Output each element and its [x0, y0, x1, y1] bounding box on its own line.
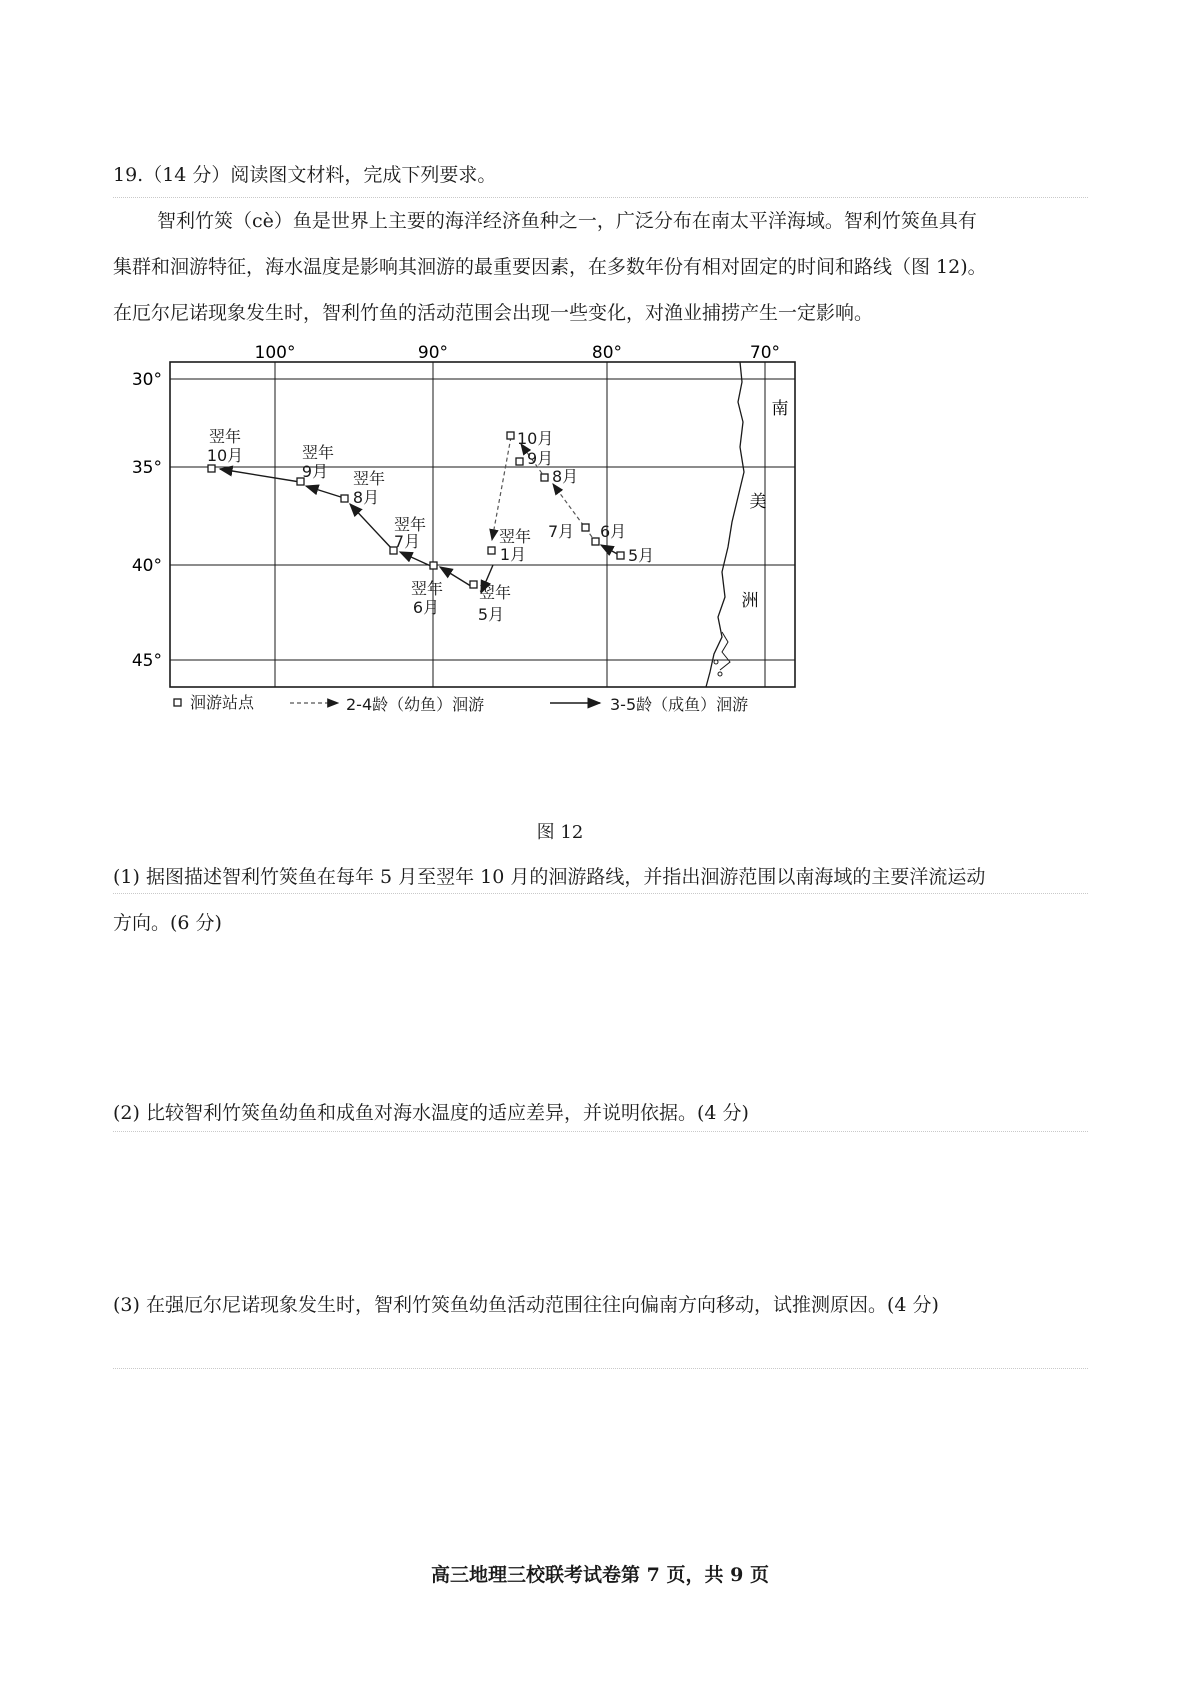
label-oct: 10月 — [517, 429, 554, 448]
adult-route-arrow — [220, 469, 300, 482]
station-marker — [582, 524, 589, 531]
legend-station-icon — [174, 699, 181, 706]
label-next-jan: 翌年 — [498, 527, 532, 546]
paragraph-line: 在厄尔尼诺现象发生时，智利竹鱼的活动范围会出现一些变化，对渔业捕捞产生一定影响。 — [113, 302, 874, 324]
label-next-jul: 7月 — [393, 532, 421, 551]
divider — [113, 1368, 1088, 1369]
station-marker — [341, 495, 348, 502]
station-marker — [208, 465, 215, 472]
label-next-oct: 10月 — [206, 446, 244, 465]
station-marker — [617, 552, 624, 559]
sub-question-3: (3) 在强厄尔尼诺现象发生时，智利竹筴鱼幼鱼活动范围往往向偏南方向移动，试推测原因。(4 分) — [113, 1294, 939, 1316]
figure-caption: 图 12 — [536, 822, 584, 843]
label-may: 5月 — [628, 546, 655, 565]
sub-question-1: (1) 据图描述智利竹筴鱼在每年 5 月至翌年 10 月的洄游路线，并指出洄游范围以南海域的主要洋流运动 — [113, 866, 986, 888]
station-marker — [470, 581, 477, 588]
continent-label: 美 — [749, 492, 767, 512]
legend-juvenile: 2-4龄（幼鱼）洄游 — [346, 695, 485, 714]
lon-label: 80° — [591, 343, 623, 363]
legend-adult: 3-5龄（成鱼）洄游 — [610, 695, 749, 714]
label-next-oct: 翌年 — [208, 427, 242, 446]
station-marker — [541, 474, 548, 481]
page-footer: 高三地理三校联考试卷第 7 页，共 9 页 — [431, 1564, 769, 1586]
migration-map — [110, 340, 870, 792]
label-next-jun: 翌年 — [410, 579, 444, 598]
sub-question-2: (2) 比较智利竹筴鱼幼鱼和成鱼对海水温度的适应差异，并说明依据。(4 分) — [113, 1102, 749, 1124]
label-next-aug: 8月 — [352, 488, 380, 507]
station-marker — [507, 432, 514, 439]
question-paragraph — [113, 198, 1088, 336]
station-marker — [592, 538, 599, 545]
label-next-aug: 翌年 — [352, 469, 386, 488]
lon-label: 90° — [417, 343, 449, 363]
sub-question-1-cont: 方向。(6 分) — [113, 912, 222, 934]
map-frame — [170, 362, 795, 687]
label-next-jun: 6月 — [412, 598, 440, 617]
legend-station: 洄游站点 — [190, 693, 255, 712]
question-header: 19.（14 分）阅读图文材料，完成下列要求。 — [113, 164, 497, 186]
label-next-may: 5月 — [477, 605, 505, 624]
lat-label: 35° — [131, 458, 162, 478]
adult-route-arrow — [440, 567, 474, 588]
island — [718, 672, 722, 676]
lat-label: 45° — [131, 651, 162, 671]
label-jul: 7月 — [548, 522, 575, 541]
coastline — [706, 362, 744, 687]
paragraph-line: 集群和洄游特征，海水温度是影响其洄游的最重要因素，在多数年份有相对固定的时间和路线（图 12)。 — [113, 256, 987, 278]
label-next-sep: 翌年 — [301, 443, 335, 462]
station-marker — [430, 562, 437, 569]
label-next-jul: 翌年 — [393, 515, 427, 534]
paragraph-line: 智利竹筴（cè）鱼是世界上主要的海洋经济鱼种之一，广泛分布在南太平洋海域。智利竹筴鱼具有 — [157, 210, 977, 232]
continent-label: 南 — [771, 399, 789, 419]
island — [714, 660, 718, 664]
label-aug: 8月 — [552, 467, 579, 486]
continent-label: 洲 — [741, 591, 759, 611]
station-marker — [516, 458, 523, 465]
lon-label: 100° — [254, 343, 296, 363]
divider — [113, 893, 1088, 894]
label-next-sep: 9月 — [301, 462, 329, 481]
label-sep: 9月 — [527, 449, 554, 468]
label-jun: 6月 — [600, 522, 627, 541]
lat-label: 40° — [131, 556, 162, 576]
station-marker — [488, 547, 495, 554]
lon-label: 70° — [749, 343, 781, 363]
adult-route-arrow — [306, 486, 344, 498]
label-next-jan: 1月 — [499, 545, 527, 564]
map-legend — [174, 693, 748, 714]
adult-route-arrow — [350, 504, 393, 550]
divider — [113, 1131, 1088, 1132]
juvenile-route-arrow — [492, 437, 511, 540]
label-next-may: 翌年 — [478, 583, 512, 602]
lat-label: 30° — [131, 370, 162, 390]
